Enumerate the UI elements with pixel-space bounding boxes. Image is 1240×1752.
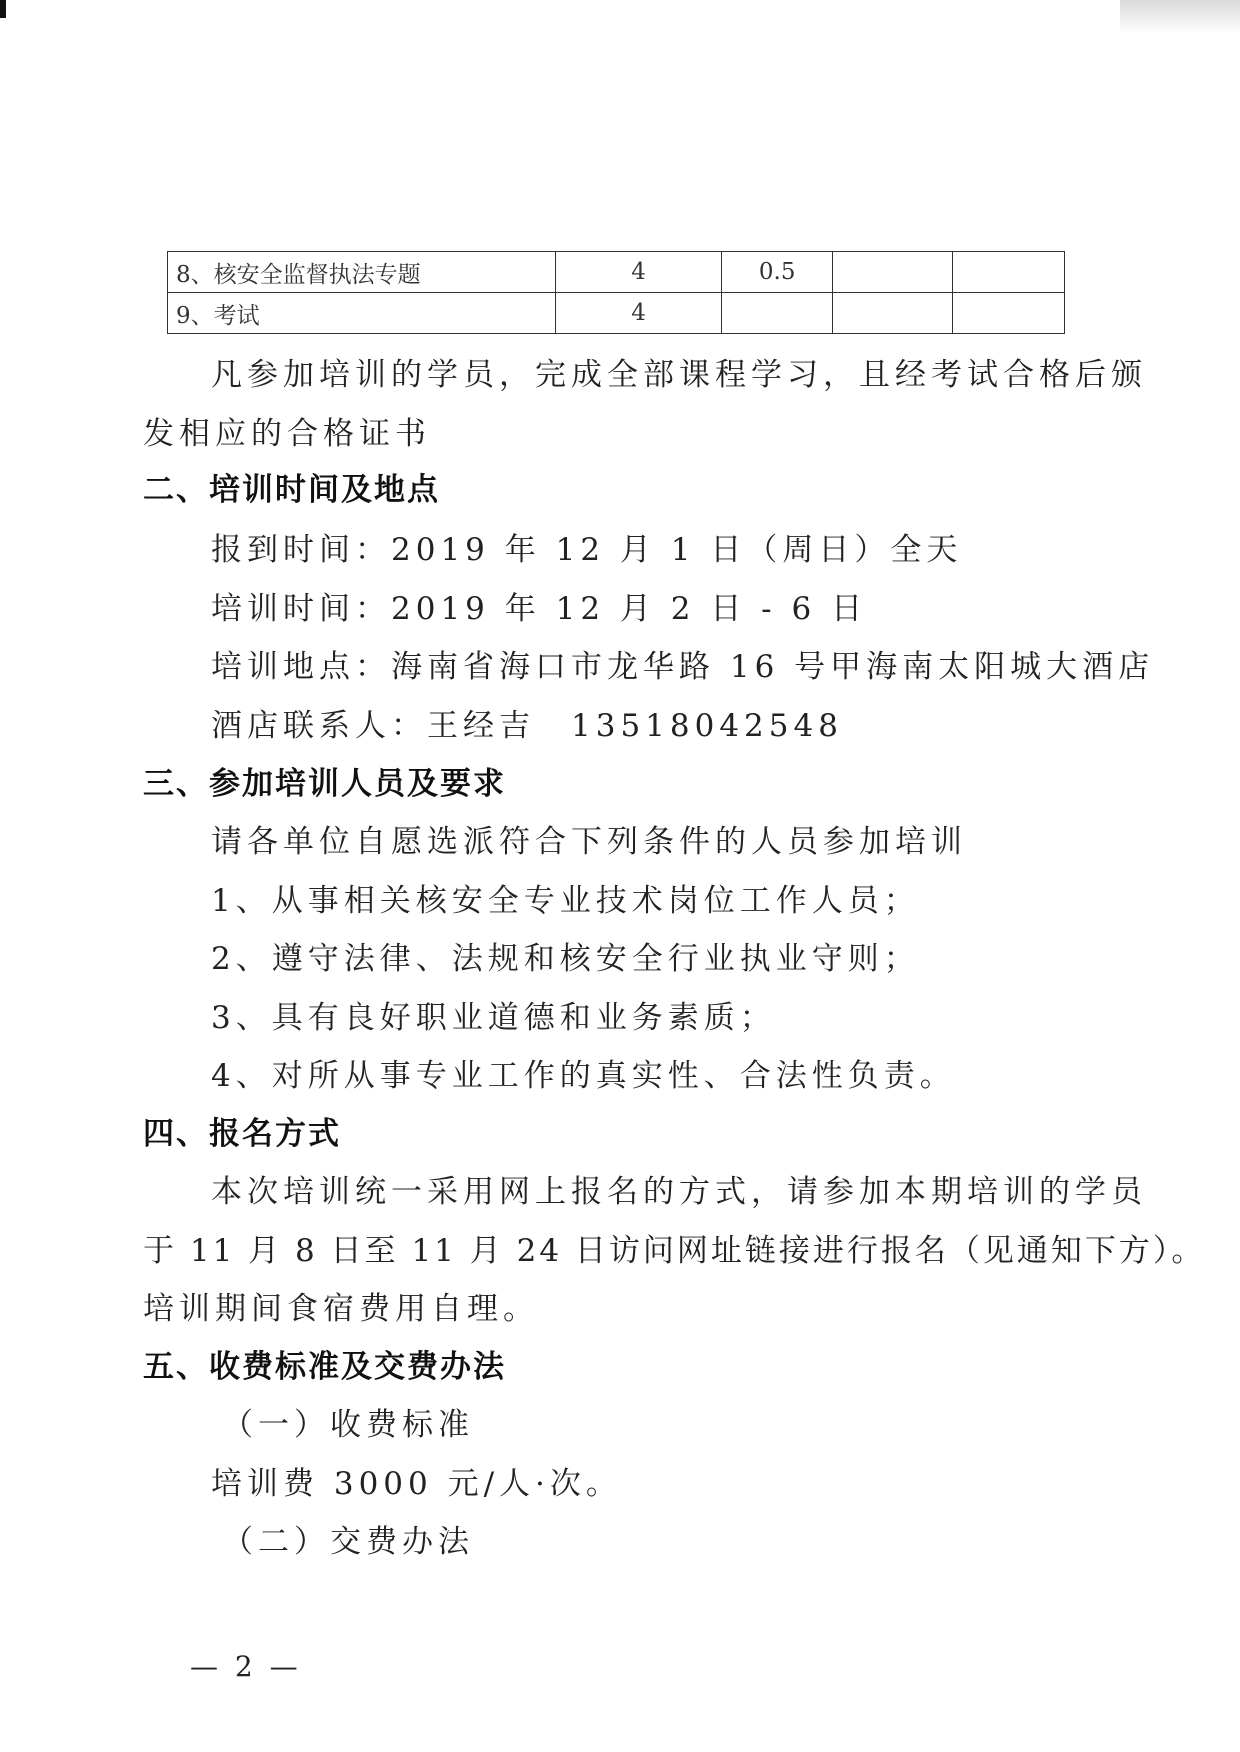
hotel-contact-text: 酒店联系人：王经吉 13518042548 xyxy=(211,708,843,744)
intro-line-1: 凡参加培训的学员，完成全部课程学习，且经考试合格后颁 xyxy=(211,357,1147,393)
table-cell-empty xyxy=(832,293,952,334)
table-cell-course: 8、核安全监督执法专题 xyxy=(168,252,556,293)
table-cell-empty xyxy=(952,252,1064,293)
course-table xyxy=(167,251,1065,334)
table-cell-days: 0.5 xyxy=(722,252,832,293)
table-cell-hours: 4 xyxy=(555,293,722,334)
participants-intro: 请各单位自愿选派符合下列条件的人员参加培训 xyxy=(211,824,967,860)
section-heading-training-time-location: 二、培训时间及地点 xyxy=(143,472,440,508)
section-heading-fees: 五、收费标准及交费办法 xyxy=(143,1349,506,1385)
page-number: — 2 — xyxy=(190,1650,302,1683)
fee-subheading-payment: （二）交费办法 xyxy=(222,1524,474,1560)
table-row xyxy=(168,252,1065,293)
table-cell-empty xyxy=(952,293,1064,334)
registration-line-1: 本次培训统一采用网上报名的方式，请参加本期培训的学员 xyxy=(211,1174,1147,1210)
table-cell-hours: 4 xyxy=(555,252,722,293)
intro-line-2: 发相应的合格证书 xyxy=(143,416,431,452)
registration-line-3: 培训期间食宿费用自理。 xyxy=(143,1291,539,1327)
requirement-item: 2、遵守法律、法规和核安全行业执业守则； xyxy=(211,941,920,977)
requirement-item: 4、对所从事专业工作的真实性、合法性负责。 xyxy=(211,1058,956,1094)
registration-line-2: 于 11 月 8 日至 11 月 24 日访问网址链接进行报名（见通知下方）。 xyxy=(143,1233,1206,1269)
table-row xyxy=(168,293,1065,334)
training-time-text: 培训时间：2019 年 12 月 2 日 - 6 日 xyxy=(211,591,868,627)
requirement-item: 1、从事相关核安全专业技术岗位工作人员； xyxy=(211,883,920,919)
scan-corner-mark xyxy=(0,0,6,18)
section-heading-registration: 四、报名方式 xyxy=(143,1116,341,1152)
fee-amount-text: 培训费 3000 元/人·次。 xyxy=(211,1466,622,1502)
fee-subheading-standard: （一）收费标准 xyxy=(222,1407,474,1443)
table-cell-course: 9、考试 xyxy=(168,293,556,334)
table-cell-days xyxy=(722,293,832,334)
requirement-item: 3、具有良好职业道德和业务素质； xyxy=(211,1000,776,1036)
section-heading-participants: 三、参加培训人员及要求 xyxy=(143,766,506,802)
scan-edge-shadow xyxy=(1120,0,1240,34)
table-cell-empty xyxy=(832,252,952,293)
training-location-text: 培训地点：海南省海口市龙华路 16 号甲海南太阳城大酒店 xyxy=(211,649,1155,685)
report-time-text: 报到时间：2019 年 12 月 1 日（周日）全天 xyxy=(211,532,963,568)
